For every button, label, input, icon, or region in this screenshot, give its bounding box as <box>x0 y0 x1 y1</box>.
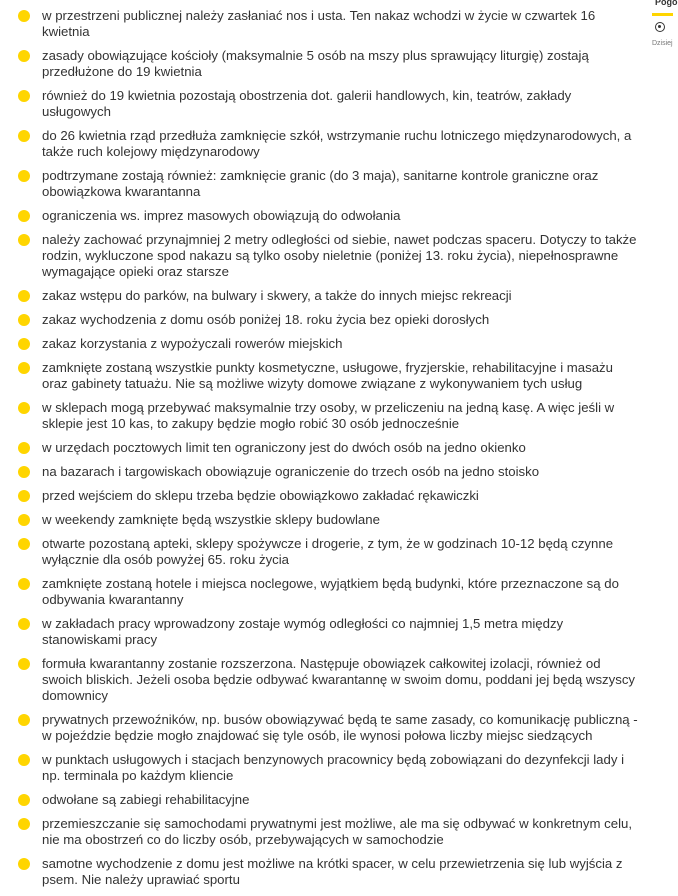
list-item <box>0 360 640 392</box>
list-item-text: formuła kwarantanny zostanie rozszerzona. Następuje obowiązek całkowitej izolacji, również od swoich bliskich. Jeżeli osoba będzie odbywać kwarantannę w swoim domu, poddani jej będą wszyscy domownicy <box>42 656 636 703</box>
bullet-dot-icon <box>18 578 30 590</box>
list-item <box>0 464 640 480</box>
list-item <box>0 752 640 784</box>
list-item <box>0 712 640 744</box>
list-item <box>0 656 640 704</box>
weather-widget-title: Pogo <box>655 0 678 7</box>
list-item-text: przed wejściem do sklepu trzeba będzie obowiązkowo zakładać rękawiczki <box>42 488 479 503</box>
list-item-text: otwarte pozostaną apteki, sklepy spożywcze i drogerie, z tym, że w godzinach 10-12 będą czynne wyłącznie dla osób powyżej 65. roku życia <box>42 536 614 567</box>
bullet-dot-icon <box>18 314 30 326</box>
bullet-dot-icon <box>18 362 30 374</box>
list-item <box>0 536 640 568</box>
list-item <box>0 288 640 304</box>
list-item-text: samotne wychodzenie z domu jest możliwe na krótki spacer, w celu przewietrzenia się lub wyjścia z psem. Nie należy uprawiać sportu <box>42 856 623 887</box>
bullet-dot-icon <box>18 618 30 630</box>
bullet-dot-icon <box>18 658 30 670</box>
location-target-icon[interactable] <box>655 22 665 32</box>
bullet-dot-icon <box>18 402 30 414</box>
list-item-text: odwołane są zabiegi rehabilitacyjne <box>42 792 250 807</box>
bullet-dot-icon <box>18 290 30 302</box>
weather-widget-day-label: Dzisiej <box>652 40 673 47</box>
list-item <box>0 512 640 528</box>
list-item <box>0 208 640 224</box>
bullet-dot-icon <box>18 538 30 550</box>
bullet-dot-icon <box>18 858 30 870</box>
list-item <box>0 168 640 200</box>
list-item <box>0 128 640 160</box>
list-item-text: również do 19 kwietnia pozostają obostrzenia dot. galerii handlowych, kin, teatrów, zakłady usługowych <box>42 88 572 119</box>
bullet-dot-icon <box>18 130 30 142</box>
list-item-text: zasady obowiązujące kościoły (maksymalnie 5 osób na mszy plus sprawujący liturgię) zostają przedłużone do 19 kwietnia <box>42 48 589 79</box>
list-item <box>0 576 640 608</box>
bullet-dot-icon <box>18 50 30 62</box>
list-item <box>0 488 640 504</box>
list-item-text: zakaz korzystania z wypożyczali rowerów miejskich <box>42 336 343 351</box>
list-item <box>0 232 640 280</box>
list-item-text: zakaz wstępu do parków, na bulwary i skwery, a także do innych miejsc rekreacji <box>42 288 512 303</box>
list-item-text: przemieszczanie się samochodami prywatnymi jest możliwe, ale ma się odbywać w konkretnym celu, nie ma obostrzeń co do liczby osób, przebywających w samochodzie <box>42 816 632 847</box>
list-item-text: w sklepach mogą przebywać maksymalnie trzy osoby, w przeliczeniu na jedną kasę. A więc jeśli w sklepie jest 10 kas, to zakupy będzie mogło robić 30 osób jednocześnie <box>42 400 615 431</box>
list-item <box>0 792 640 808</box>
list-item-text: w przestrzeni publicznej należy zasłaniać nos i usta. Ten nakaz wchodzi w życie w czwartek 16 kwietnia <box>42 8 596 39</box>
bullet-dot-icon <box>18 90 30 102</box>
bullet-dot-icon <box>18 210 30 222</box>
list-item-text: na bazarach i targowiskach obowiązuje ograniczenie do trzech osób na jedno stoisko <box>42 464 540 479</box>
list-item-text: zakaz wychodzenia z domu osób poniżej 18. roku życia bez opieki dorosłych <box>42 312 490 327</box>
list-item-text: ograniczenia ws. imprez masowych obowiązują do odwołania <box>42 208 401 223</box>
list-item-text: prywatnych przewoźników, np. busów obowiązywać będą te same zasady, co komunikację publiczną - w pojeździe będzie mogło znajdować się tyle osób, ile wynosi połowa liczby miejsc siedzących <box>42 712 638 743</box>
bullet-dot-icon <box>18 338 30 350</box>
list-item-text: w punktach usługowych i stacjach benzynowych pracownicy będą zobowiązani do dezynfekcji lady i np. terminala po każdym kliencie <box>42 752 625 783</box>
list-item <box>0 440 640 456</box>
list-item-text: podtrzymane zostają również: zamknięcie granic (do 3 maja), sanitarne kontrole graniczne oraz obowiązkowa kwarantanna <box>42 168 599 199</box>
list-item-text: w weekendy zamknięte będą wszystkie sklepy budowlane <box>42 512 380 527</box>
list-item <box>0 400 640 432</box>
list-item <box>0 336 640 352</box>
list-item-text: w zakładach pracy wprowadzony zostaje wymóg odległości co najmniej 1,5 metra między stanowiskami pracy <box>42 616 564 647</box>
list-item <box>0 856 640 888</box>
bullet-dot-icon <box>18 234 30 246</box>
list-item-text: w urzędach pocztowych limit ten ograniczony jest do dwóch osób na jedno okienko <box>42 440 526 455</box>
list-item-text: należy zachować przynajmniej 2 metry odległości od siebie, nawet podczas spaceru. Dotyczy to także rodzin, wykluczone spod nakazu są tylko osoby nieletnie (poniżej 13. roku życia), niepełnosprawne wymagające opieki oraz starsze <box>42 232 637 279</box>
list-item <box>0 88 640 120</box>
bullet-dot-icon <box>18 466 30 478</box>
bullet-dot-icon <box>18 714 30 726</box>
bullet-dot-icon <box>18 10 30 22</box>
list-item <box>0 8 640 40</box>
bullet-dot-icon <box>18 818 30 830</box>
bullet-dot-icon <box>18 794 30 806</box>
bullet-dot-icon <box>18 170 30 182</box>
list-item-text: do 26 kwietnia rząd przedłuża zamknięcie szkół, wstrzymanie ruchu lotniczego międzynarodowych, a także ruch kolejowy międzynarodowy <box>42 128 632 159</box>
list-item-text: zamknięte zostaną wszystkie punkty kosmetyczne, usługowe, fryzjerskie, rehabilitacyjne i masażu oraz gabinety tatuażu. Nie są możliwe wizyty domowe związane z wykonywaniem tych usług <box>42 360 613 391</box>
list-item-text: zamknięte zostaną hotele i miejsca noclegowe, wyjątkiem będą budynki, które przeznaczone są do odbywania kwarantanny <box>42 576 619 607</box>
list-item <box>0 48 640 80</box>
bullet-dot-icon <box>18 490 30 502</box>
list-item <box>0 312 640 328</box>
list-item <box>0 616 640 648</box>
weather-widget-accent-bar <box>652 13 673 16</box>
list-item <box>0 816 640 848</box>
weather-widget[interactable] <box>646 0 678 60</box>
bullet-dot-icon <box>18 442 30 454</box>
bullet-dot-icon <box>18 754 30 766</box>
bullet-dot-icon <box>18 514 30 526</box>
